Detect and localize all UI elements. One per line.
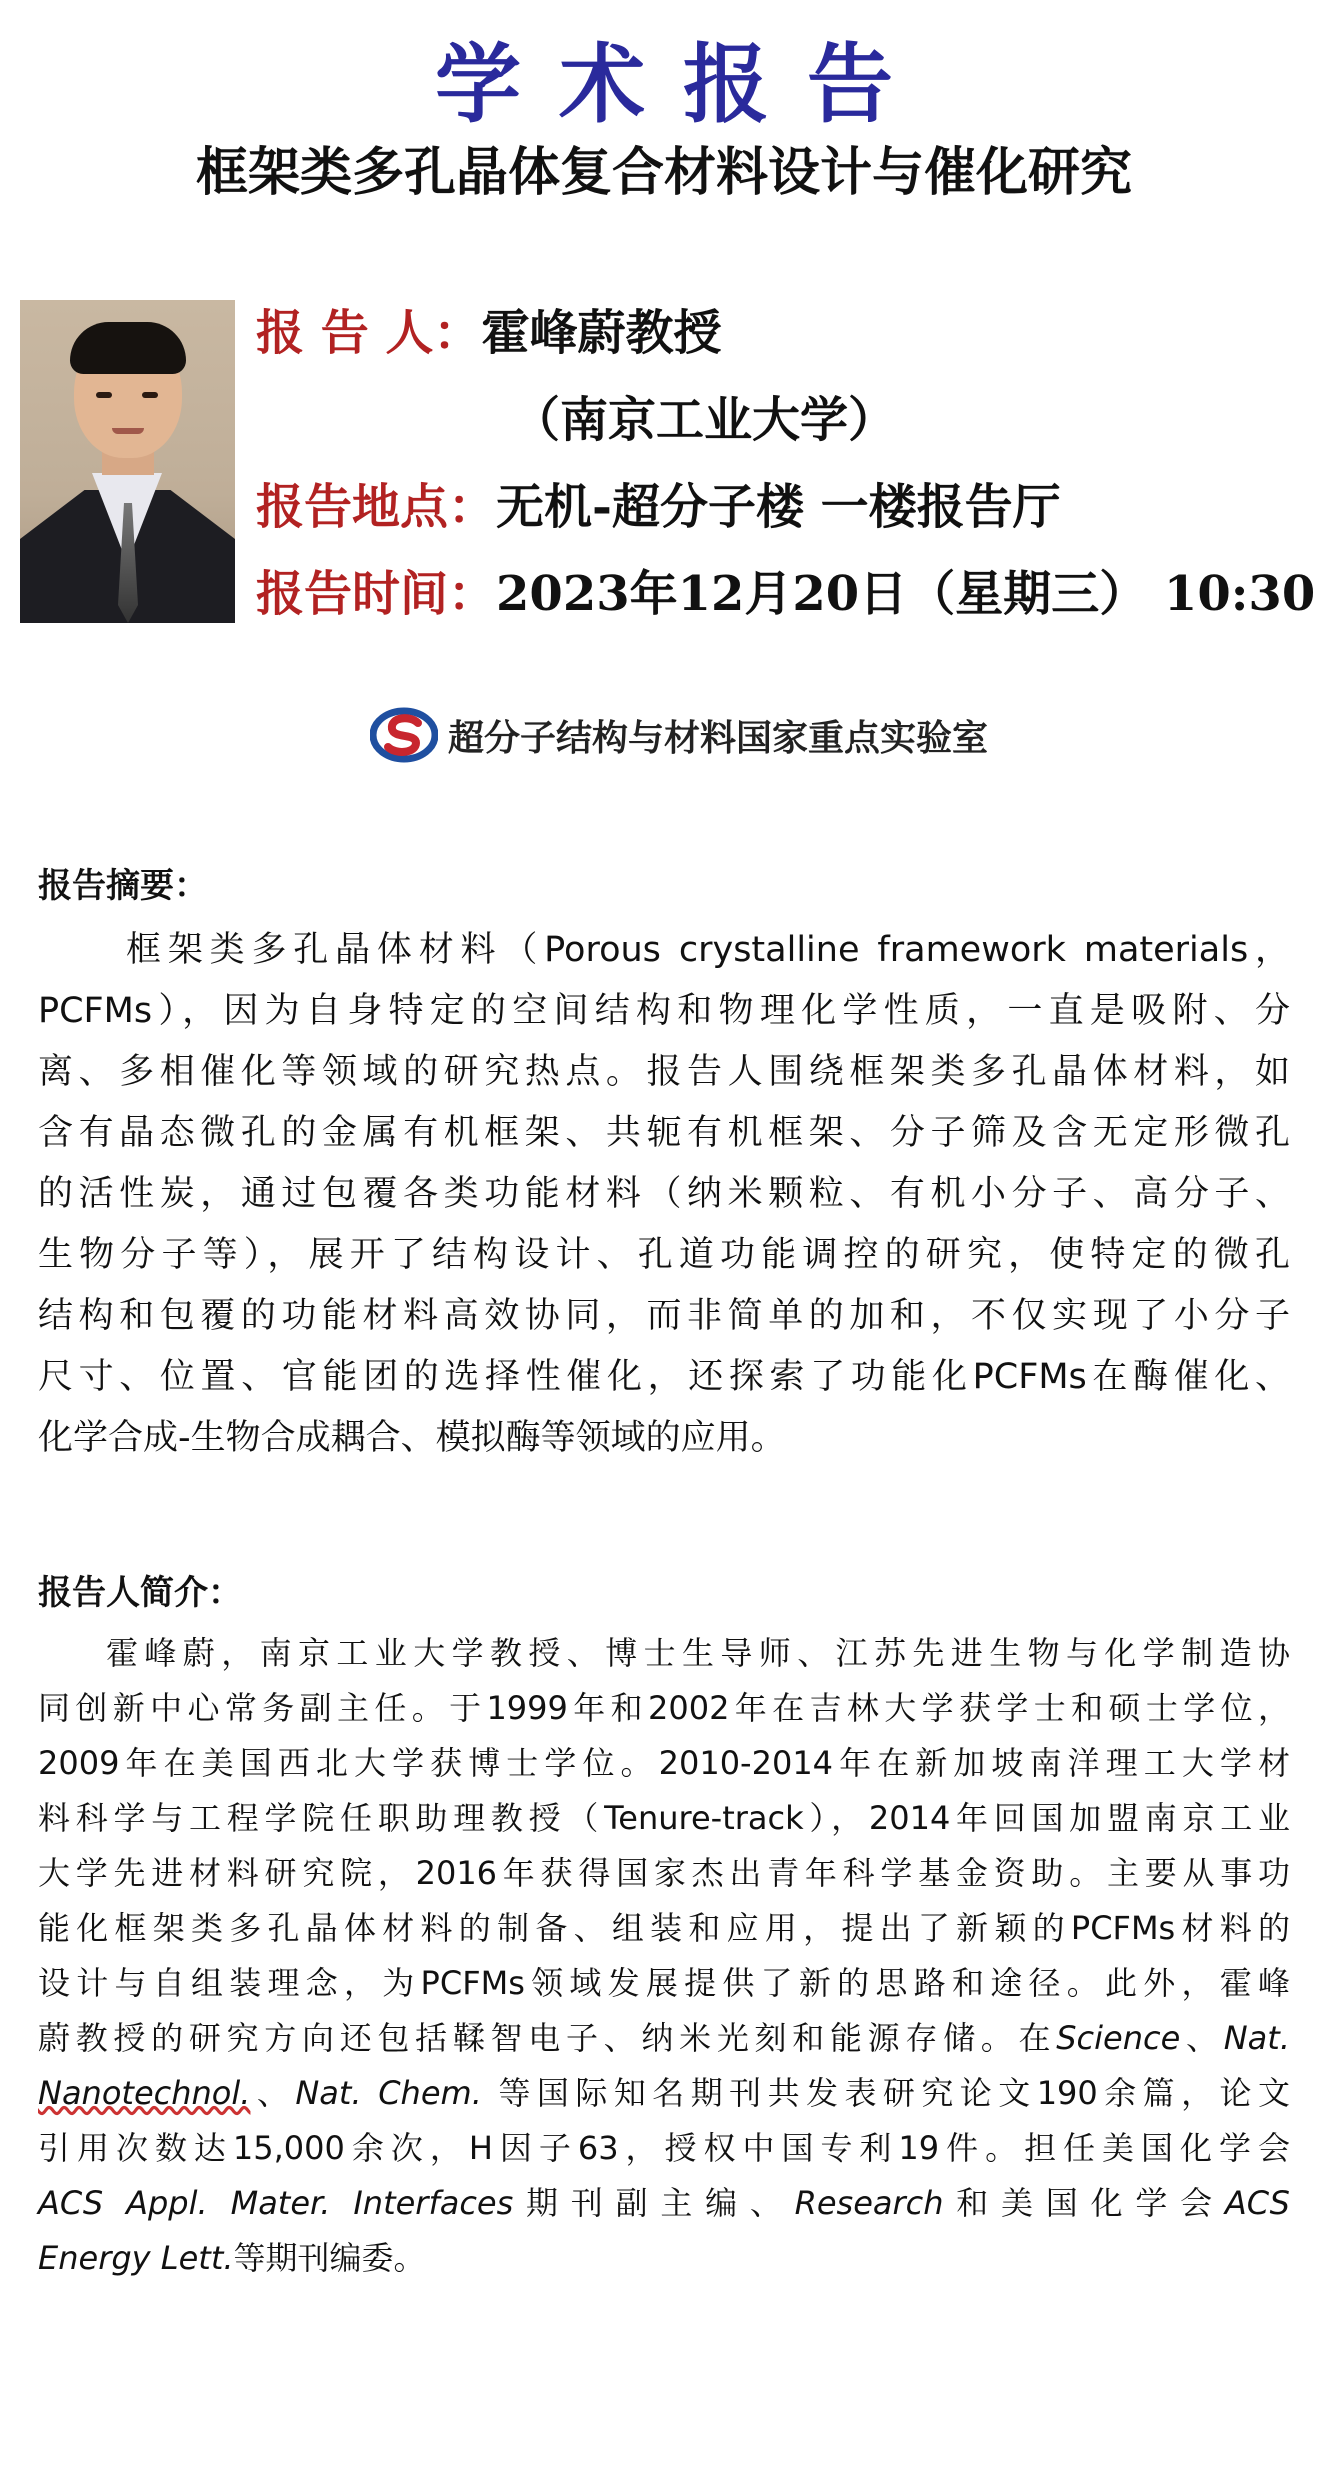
time-label: 报告时间： [256, 566, 497, 622]
abstract-line: 尺寸、位置、官能团的选择性催化，还探索了功能化PCFMs在酶催化、 [38, 1357, 1290, 1397]
abstract-line: 的活性炭，通过包覆各类功能材料（纳米颗粒、有机小分子、高分子、 [38, 1174, 1290, 1214]
page-title: 学术报告 [435, 34, 931, 135]
abstract-line: 生物分子等），展开了结构设计、孔道功能调控的研究，使特定的微孔 [38, 1235, 1290, 1275]
abstract-heading: 报告摘要： [38, 866, 208, 906]
time-value: 2023年12月20日（星期三） 10:30 [496, 566, 1316, 622]
lab-name: 超分子结构与材料国家重点实验室 [448, 717, 989, 759]
bio-line-text: 蔚教授的研究方向还包括鞣智电子、纳米光刻和能源存储。在 [38, 2019, 1057, 2057]
location-label: 报告地点： [256, 479, 497, 535]
time-row [256, 559, 1315, 629]
speaker-photo [20, 300, 235, 623]
journal-science: Science [1056, 2019, 1181, 2057]
bio-line: 2009年在美国西北大学获博士学位。2010-2014年在新加坡南洋理工大学材 [38, 1744, 1290, 1782]
journal-energy-lett: Energy Lett. [38, 2239, 234, 2277]
talk-title: 框架类多孔晶体复合材料设计与催化研究 [195, 143, 1132, 203]
abstract-line: 离、多相催化等领域的研究热点。报告人围绕框架类多孔晶体材料，如 [38, 1052, 1290, 1092]
bio-text [38, 1626, 1290, 2286]
abstract-line: 含有晶态微孔的金属有机框架、共轭有机框架、分子筛及含无定形微孔 [38, 1113, 1290, 1153]
lab-banner [370, 700, 988, 770]
journal-nat: Nat. [1223, 2019, 1290, 2057]
abstract-line: PCFMs），因为自身特定的空间结构和物理化学性质，一直是吸附、分 [38, 991, 1290, 1031]
separator: 、 [250, 2074, 296, 2112]
abstract-text [38, 920, 1290, 1469]
speaker-label: 报 告 人： [256, 305, 482, 361]
separator: 、 [1180, 2019, 1224, 2057]
bio-line: 能化框架类多孔晶体材料的制备、组装和应用，提出了新颖的PCFMs材料的 [38, 1909, 1290, 1947]
bio-heading: 报告人简介： [38, 1573, 242, 1613]
bio-line: 大学先进材料研究院，2016年获得国家杰出青年科学基金资助。主要从事功 [38, 1854, 1290, 1892]
bio-line: 霍峰蔚，南京工业大学教授、博士生导师、江苏先进生物与化学制造协 [106, 1634, 1290, 1672]
bio-line: 料科学与工程学院任职助理教授（Tenure-track），2014年回国加盟南京工业 [38, 1799, 1290, 1837]
affiliation-row [512, 385, 896, 455]
bio-line [38, 2231, 1290, 2286]
speaker-row [256, 298, 721, 368]
abstract-line: 结构和包覆的功能材料高效协同，而非简单的加和，不仅实现了小分子 [38, 1296, 1290, 1336]
bio-line-text: 期刊副主编、 [513, 2184, 795, 2222]
journal-acs: ACS [1224, 2184, 1290, 2222]
journal-acs-ami: ACS Appl. Mater. Interfaces [38, 2184, 514, 2222]
journal-research: Research [794, 2184, 944, 2222]
abstract-line: 框架类多孔晶体材料（Porous crystalline framework materials， [126, 930, 1290, 970]
bio-line-text: 等国际知名期刊共发表研究论文190余篇，论文 [481, 2074, 1290, 2112]
bio-line-text: 和美国化学会 [943, 2184, 1225, 2222]
speaker-affiliation: （南京工业大学） [512, 392, 897, 448]
location-row [256, 472, 1061, 542]
bio-line: 引用次数达15,000余次，H因子63，授权中国专利19件。担任美国化学会 [38, 2129, 1290, 2167]
bio-line [38, 2011, 1290, 2066]
bio-line: 设计与自组装理念，为PCFMs领域发展提供了新的思路和途径。此外，霍峰 [38, 1964, 1290, 2002]
journal-nat-chem: Nat. Chem. [295, 2074, 482, 2112]
lab-logo-icon [370, 707, 438, 763]
bio-line [38, 2066, 1290, 2121]
speaker-name: 霍峰蔚教授 [481, 305, 722, 361]
bio-line-text: 等期刊编委。 [233, 2239, 426, 2277]
location-value: 无机-超分子楼 一楼报告厅 [496, 479, 1061, 535]
abstract-line: 化学合成-生物合成耦合、模拟酶等领域的应用。 [38, 1418, 786, 1458]
bio-line [38, 2176, 1290, 2231]
bio-line: 同创新中心常务副主任。于1999年和2002年在吉林大学获学士和硕士学位， [38, 1689, 1290, 1727]
journal-nanotechnol: Nanotechnol. [38, 2074, 251, 2112]
